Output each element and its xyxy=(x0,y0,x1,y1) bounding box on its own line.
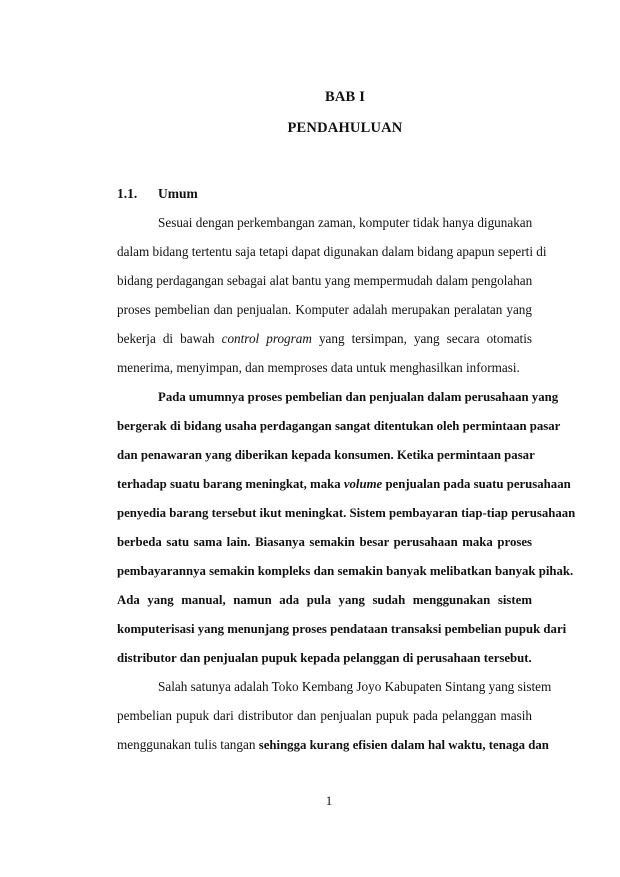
italic-term: volume xyxy=(343,477,383,491)
page-number: 1 xyxy=(325,793,333,808)
paragraph-line: Ada yang manual, namun ada pula yang sudah menggunakan sistem xyxy=(117,593,532,607)
paragraph-line: Sesuai dengan perkembangan zaman, komputer tidak hanya digunakan xyxy=(158,215,533,230)
text-run: yang tersimpan, yang secara otomatis xyxy=(318,331,533,346)
paragraph-line: distributor dan penjualan pupuk kepada pelanggan di perusahaan tersebut. xyxy=(117,651,532,665)
text-run: menggunakan tulis tangan xyxy=(117,737,256,752)
section-number: 1.1. xyxy=(117,186,138,201)
paragraph-line: proses pembelian dan penjualan. Komputer adalah merupakan peralatan yang xyxy=(117,302,532,317)
paragraph-line: bidang perdagangan sebagai alat bantu yang mempermudah dalam pengolahan xyxy=(117,273,533,288)
paragraph-line: bergerak di bidang usaha perdagangan sangat ditentukan oleh permintaan pasar xyxy=(117,419,561,433)
paragraph-line: berbeda satu sama lain. Biasanya semakin besar perusahaan maka proses xyxy=(117,535,532,549)
text-run: terhadap suatu barang meningkat, maka xyxy=(117,477,341,491)
text-run: penjualan pada suatu perusahaan xyxy=(385,477,571,491)
bold-run: sehingga kurang efisien dalam hal waktu, tenaga dan xyxy=(258,738,549,752)
paragraph-line: dan penawaran yang diberikan kepada konsumen. Ketika permintaan pasar xyxy=(117,448,535,462)
paragraph-line: pembelian pupuk dari distributor dan penjualan pupuk pada pelanggan masih xyxy=(117,708,532,723)
paragraph-line: Salah satunya adalah Toko Kembang Joyo Kabupaten Sintang yang sistem xyxy=(158,679,552,694)
paragraph-line: pembayarannya semakin kompleks dan semakin banyak melibatkan banyak pihak. xyxy=(117,564,574,578)
section-title: Umum xyxy=(158,186,198,201)
text-run: bekerja di bawah xyxy=(117,331,215,346)
paragraph-line: menerima, menyimpan, dan memproses data untuk menghasilkan informasi. xyxy=(117,360,520,375)
chapter-label: BAB I xyxy=(324,89,366,105)
paragraph-line xyxy=(117,737,549,753)
italic-term: control program xyxy=(221,331,312,346)
paragraph-line: Pada umumnya proses pembelian dan penjualan dalam perusahaan yang xyxy=(158,390,559,404)
paragraph-line xyxy=(117,331,532,347)
chapter-title: PENDAHULUAN xyxy=(287,120,403,136)
paragraph-line xyxy=(117,476,571,492)
paragraph-line: komputerisasi yang menunjang proses pendataan transaksi pembelian pupuk dari xyxy=(117,622,567,636)
paragraph-line: penyedia barang tersebut ikut meningkat. Sistem pembayaran tiap-tiap perusahaan xyxy=(117,506,576,520)
paragraph-line: dalam bidang tertentu saja tetapi dapat digunakan dalam bidang apapun seperti di xyxy=(117,244,547,259)
section-heading xyxy=(117,186,198,202)
